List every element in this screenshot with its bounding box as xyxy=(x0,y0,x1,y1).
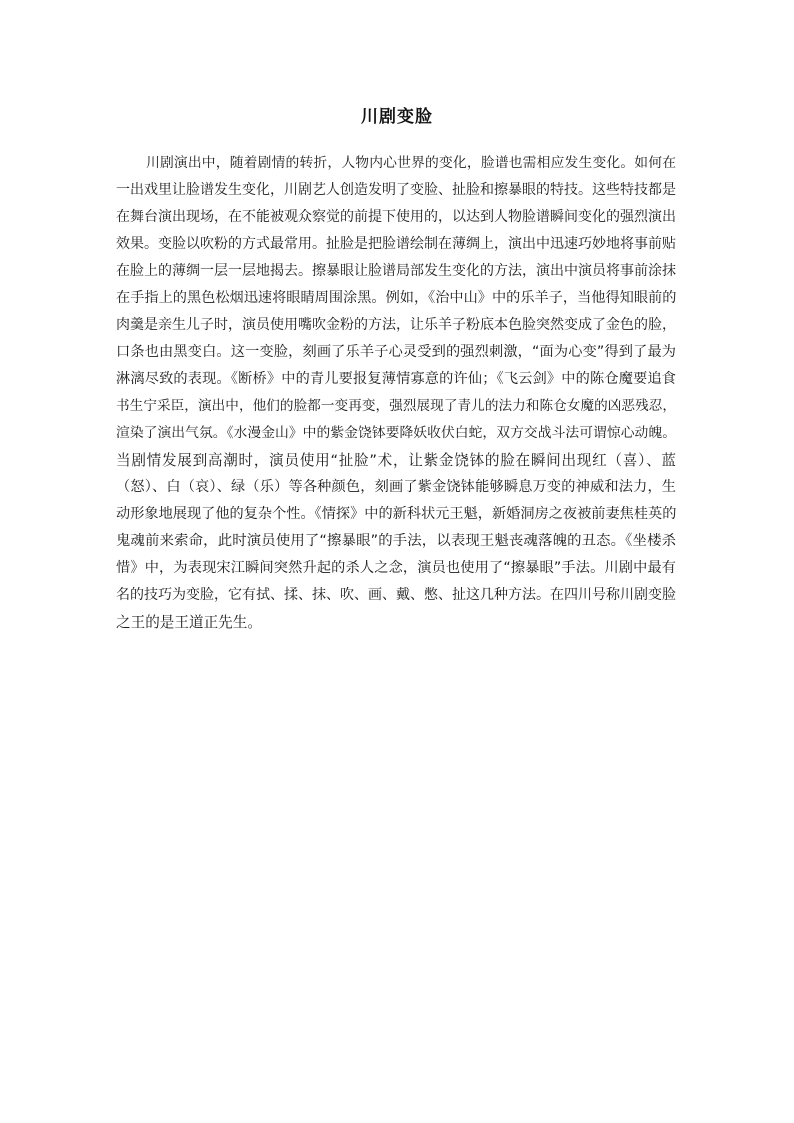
body-line: 惜》中，为表现宋江瞬间突然升起的杀人之念，演员也使用了“擦暴眼”手法。川剧中最有 xyxy=(116,560,676,576)
body-line: 当剧情发展到高潮时，演员使用“扯脸”术，让紫金饶钵的脸在瞬间出现红（喜）、蓝 xyxy=(116,452,676,469)
body-line: 在脸上的薄绸一层一层地揭去。擦暴眼让脸谱局部发生变化的方法，演出中演员将事前涂抹 xyxy=(116,263,676,279)
document-title: 川剧变脸 xyxy=(361,107,433,127)
body-line: 动形象地展现了他的复杂个性。《情探》中的新科状元王魁，新婚洞房之夜被前妻焦桂英的 xyxy=(116,506,677,522)
body-line: 书生宁采臣，演出中，他们的脸都一变再变，强烈展现了青儿的法力和陈仓女魔的凶恶残忍， xyxy=(116,398,676,414)
body-line: 名的技巧为变脸，它有拭、揉、抹、吹、画、戴、憋、扯这几种方法。在四川号称川剧变脸 xyxy=(116,587,676,603)
body-line: 鬼魂前来索命，此时演员使用了“擦暴眼”的手法，以表现王魁丧魂落魄的丑态。《坐楼杀 xyxy=(116,533,676,549)
document-body xyxy=(116,150,676,636)
body-line: 淋漓尽致的表现。《断桥》中的青儿要报复薄情寡意的许仙；《飞云剑》中的陈仓魔要追食 xyxy=(116,371,676,387)
body-line: 在舞台演出现场，在不能被观众察觉的前提下使用的，以达到人物脸谱瞬间变化的强烈演出 xyxy=(116,209,676,225)
body-line: 川剧演出中，随着剧情的转折，人物内心世界的变化，脸谱也需相应发生变化。如何在 xyxy=(146,155,676,171)
body-line: 之王的是王道正先生。 xyxy=(116,614,262,631)
body-line: 一出戏里让脸谱发生变化，川剧艺人创造发明了变脸、扯脸和擦暴眼的特技。这些特技都是 xyxy=(116,182,676,198)
body-line: 在手指上的黑色松烟迅速将眼睛周围涂黑。例如，《治中山》中的乐羊子，当他得知眼前的 xyxy=(116,290,677,306)
body-line: 效果。变脸以吹粉的方式最常用。扯脸是把脸谱绘制在薄绸上，演出中迅速巧妙地将事前贴 xyxy=(116,236,676,252)
body-line: 渲染了演出气氛。《水漫金山》中的紫金饶钵要降妖收伏白蛇，双方交战斗法可谓惊心动魄。 xyxy=(116,425,676,441)
body-line: （怒）、白（哀）、绿（乐）等各种颜色，刻画了紫金饶钵能够瞬息万变的神威和法力，生 xyxy=(116,479,676,495)
body-line: 肉羹是亲生儿子时，演员使用嘴吹金粉的方法，让乐羊子粉底本色脸突然变成了金色的脸， xyxy=(116,317,676,333)
body-line: 口条也由黑变白。这一变脸，刻画了乐羊子心灵受到的强烈刺激，“面为心变”得到了最为 xyxy=(116,344,676,360)
